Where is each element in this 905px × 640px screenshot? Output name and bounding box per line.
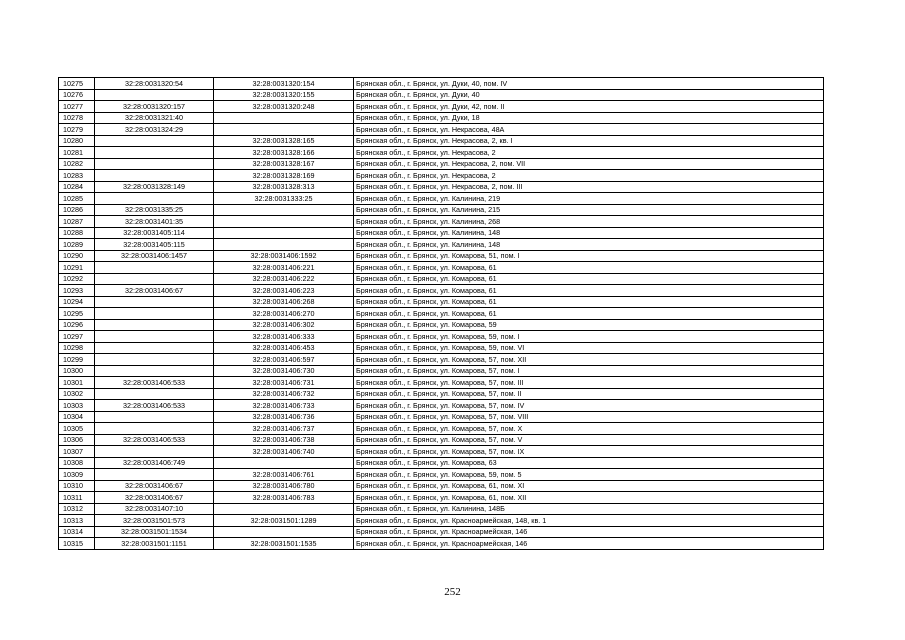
table-row xyxy=(59,434,824,446)
cadastral-number-cell: 32:28:0031406:533 xyxy=(95,400,214,412)
address-cell: Брянская обл., г. Брянск, ул. Комарова, 61, пом. XII xyxy=(354,492,824,504)
table-row xyxy=(59,354,824,366)
object-cadastral-number-cell: 32:28:0031406:738 xyxy=(214,434,354,446)
row-number-cell: 10297 xyxy=(59,331,95,343)
cadastral-number-cell: 32:28:0031324:29 xyxy=(95,124,214,136)
table-row xyxy=(59,216,824,228)
address-cell: Брянская обл., г. Брянск, ул. Комарова, 57, пом. V xyxy=(354,434,824,446)
address-cell: Брянская обл., г. Брянск, ул. Красноармейская, 146 xyxy=(354,538,824,550)
cadastral-number-cell xyxy=(95,423,214,435)
address-cell: Брянская обл., г. Брянск, ул. Калинина, 148Б xyxy=(354,503,824,515)
object-cadastral-number-cell: 32:28:0031320:154 xyxy=(214,78,354,90)
address-cell: Брянская обл., г. Брянск, ул. Дуки, 40 xyxy=(354,89,824,101)
row-number-cell: 10303 xyxy=(59,400,95,412)
address-cell: Брянская обл., г. Брянск, ул. Комарова, 57, пом. X xyxy=(354,423,824,435)
table-row xyxy=(59,331,824,343)
cadastral-number-cell xyxy=(95,89,214,101)
row-number-cell: 10292 xyxy=(59,273,95,285)
row-number-cell: 10280 xyxy=(59,135,95,147)
row-number-cell: 10288 xyxy=(59,227,95,239)
row-number-cell: 10295 xyxy=(59,308,95,320)
cadastral-number-cell: 32:28:0031406:749 xyxy=(95,457,214,469)
object-cadastral-number-cell xyxy=(214,239,354,251)
address-cell: Брянская обл., г. Брянск, ул. Комарова, 59, пом. 5 xyxy=(354,469,824,481)
object-cadastral-number-cell xyxy=(214,227,354,239)
table-row xyxy=(59,135,824,147)
address-cell: Брянская обл., г. Брянск, ул. Комарова, 57, пом. XII xyxy=(354,354,824,366)
table-row xyxy=(59,285,824,297)
address-cell: Брянская обл., г. Брянск, ул. Дуки, 18 xyxy=(354,112,824,124)
row-number-cell: 10281 xyxy=(59,147,95,159)
address-cell: Брянская обл., г. Брянск, ул. Комарова, 57, пом. IV xyxy=(354,400,824,412)
address-cell: Брянская обл., г. Брянск, ул. Некрасова, 2, пом. VII xyxy=(354,158,824,170)
row-number-cell: 10284 xyxy=(59,181,95,193)
cadastral-number-cell: 32:28:0031406:533 xyxy=(95,377,214,389)
table-row xyxy=(59,457,824,469)
cadastral-number-cell xyxy=(95,135,214,147)
table-row xyxy=(59,342,824,354)
table-row xyxy=(59,526,824,538)
cadastral-number-cell: 32:28:0031321:40 xyxy=(95,112,214,124)
table-row xyxy=(59,365,824,377)
object-cadastral-number-cell: 32:28:0031406:223 xyxy=(214,285,354,297)
table-row xyxy=(59,308,824,320)
address-cell: Брянская обл., г. Брянск, ул. Дуки, 42, пом. II xyxy=(354,101,824,113)
object-cadastral-number-cell: 32:28:0031328:166 xyxy=(214,147,354,159)
object-cadastral-number-cell: 32:28:0031320:155 xyxy=(214,89,354,101)
object-cadastral-number-cell: 32:28:0031406:597 xyxy=(214,354,354,366)
row-number-cell: 10283 xyxy=(59,170,95,182)
cadastral-number-cell xyxy=(95,193,214,205)
address-cell: Брянская обл., г. Брянск, ул. Калинина, 219 xyxy=(354,193,824,205)
row-number-cell: 10308 xyxy=(59,457,95,469)
cadastral-number-cell: 32:28:0031406:67 xyxy=(95,492,214,504)
table-row xyxy=(59,250,824,262)
object-cadastral-number-cell: 32:28:0031501:1535 xyxy=(214,538,354,550)
cadastral-number-cell xyxy=(95,469,214,481)
table-row xyxy=(59,158,824,170)
address-cell: Брянская обл., г. Брянск, ул. Комарова, 57, пом. II xyxy=(354,388,824,400)
address-cell: Брянская обл., г. Брянск, ул. Некрасова, 2, пом. III xyxy=(354,181,824,193)
table-row xyxy=(59,411,824,423)
page-number: 252 xyxy=(444,586,461,598)
table-row xyxy=(59,112,824,124)
address-cell: Брянская обл., г. Брянск, ул. Комарова, 59, пом. VI xyxy=(354,342,824,354)
row-number-cell: 10309 xyxy=(59,469,95,481)
cadastral-number-cell xyxy=(95,158,214,170)
row-number-cell: 10311 xyxy=(59,492,95,504)
object-cadastral-number-cell: 32:28:0031406:333 xyxy=(214,331,354,343)
table-row xyxy=(59,296,824,308)
address-cell: Брянская обл., г. Брянск, ул. Некрасова, 48А xyxy=(354,124,824,136)
address-cell: Брянская обл., г. Брянск, ул. Дуки, 40, пом. IV xyxy=(354,78,824,90)
object-cadastral-number-cell: 32:28:0031333:25 xyxy=(214,193,354,205)
row-number-cell: 10275 xyxy=(59,78,95,90)
cadastral-number-cell: 32:28:0031335:25 xyxy=(95,204,214,216)
cadastral-number-cell: 32:28:0031405:114 xyxy=(95,227,214,239)
row-number-cell: 10286 xyxy=(59,204,95,216)
table-row xyxy=(59,319,824,331)
address-cell: Брянская обл., г. Брянск, ул. Комарова, 59 xyxy=(354,319,824,331)
cadastral-number-cell xyxy=(95,319,214,331)
table-row xyxy=(59,273,824,285)
address-cell: Брянская обл., г. Брянск, ул. Комарова, 61, пом. XI xyxy=(354,480,824,492)
cadastral-number-cell xyxy=(95,365,214,377)
row-number-cell: 10315 xyxy=(59,538,95,550)
object-cadastral-number-cell: 32:28:0031406:780 xyxy=(214,480,354,492)
address-cell: Брянская обл., г. Брянск, ул. Калинина, 215 xyxy=(354,204,824,216)
object-cadastral-number-cell: 32:28:0031501:1289 xyxy=(214,515,354,527)
table-row xyxy=(59,193,824,205)
table-row xyxy=(59,78,824,90)
object-cadastral-number-cell: 32:28:0031406:1592 xyxy=(214,250,354,262)
table-row xyxy=(59,377,824,389)
object-cadastral-number-cell xyxy=(214,457,354,469)
object-cadastral-number-cell xyxy=(214,216,354,228)
row-number-cell: 10304 xyxy=(59,411,95,423)
row-number-cell: 10276 xyxy=(59,89,95,101)
address-cell: Брянская обл., г. Брянск, ул. Комарова, 61 xyxy=(354,308,824,320)
cadastral-number-cell xyxy=(95,296,214,308)
address-cell: Брянская обл., г. Брянск, ул. Комарова, 61 xyxy=(354,285,824,297)
address-cell: Брянская обл., г. Брянск, ул. Некрасова, 2 xyxy=(354,170,824,182)
cadastral-number-cell xyxy=(95,388,214,400)
row-number-cell: 10313 xyxy=(59,515,95,527)
table-row xyxy=(59,204,824,216)
table-row xyxy=(59,469,824,481)
object-cadastral-number-cell: 32:28:0031406:453 xyxy=(214,342,354,354)
row-number-cell: 10278 xyxy=(59,112,95,124)
register-table xyxy=(58,77,824,550)
address-cell: Брянская обл., г. Брянск, ул. Калинина, 148 xyxy=(354,227,824,239)
row-number-cell: 10296 xyxy=(59,319,95,331)
row-number-cell: 10306 xyxy=(59,434,95,446)
row-number-cell: 10291 xyxy=(59,262,95,274)
cadastral-number-cell xyxy=(95,354,214,366)
cadastral-number-cell: 32:28:0031501:1534 xyxy=(95,526,214,538)
table-row xyxy=(59,239,824,251)
object-cadastral-number-cell: 32:28:0031406:302 xyxy=(214,319,354,331)
address-cell: Брянская обл., г. Брянск, ул. Комарова, 57, пом. III xyxy=(354,377,824,389)
table-row xyxy=(59,227,824,239)
table-row xyxy=(59,170,824,182)
object-cadastral-number-cell xyxy=(214,112,354,124)
table-row xyxy=(59,89,824,101)
address-cell: Брянская обл., г. Брянск, ул. Некрасова, 2 xyxy=(354,147,824,159)
object-cadastral-number-cell: 32:28:0031328:165 xyxy=(214,135,354,147)
object-cadastral-number-cell: 32:28:0031406:268 xyxy=(214,296,354,308)
row-number-cell: 10299 xyxy=(59,354,95,366)
object-cadastral-number-cell: 32:28:0031328:313 xyxy=(214,181,354,193)
row-number-cell: 10302 xyxy=(59,388,95,400)
row-number-cell: 10293 xyxy=(59,285,95,297)
cadastral-number-cell xyxy=(95,170,214,182)
cadastral-number-cell xyxy=(95,446,214,458)
address-cell: Брянская обл., г. Брянск, ул. Комарова, 61 xyxy=(354,262,824,274)
cadastral-number-cell xyxy=(95,262,214,274)
address-cell: Брянская обл., г. Брянск, ул. Комарова, 57, пом. VIII xyxy=(354,411,824,423)
address-cell: Брянская обл., г. Брянск, ул. Некрасова, 2, кв. I xyxy=(354,135,824,147)
table-row xyxy=(59,480,824,492)
cadastral-number-cell xyxy=(95,411,214,423)
cadastral-number-cell: 32:28:0031406:533 xyxy=(95,434,214,446)
table-row xyxy=(59,262,824,274)
object-cadastral-number-cell: 32:28:0031406:737 xyxy=(214,423,354,435)
row-number-cell: 10279 xyxy=(59,124,95,136)
cadastral-number-cell: 32:28:0031320:54 xyxy=(95,78,214,90)
cadastral-number-cell: 32:28:0031407:10 xyxy=(95,503,214,515)
object-cadastral-number-cell: 32:28:0031406:270 xyxy=(214,308,354,320)
object-cadastral-number-cell: 32:28:0031328:167 xyxy=(214,158,354,170)
row-number-cell: 10277 xyxy=(59,101,95,113)
table-row xyxy=(59,181,824,193)
table-row xyxy=(59,101,824,113)
object-cadastral-number-cell xyxy=(214,204,354,216)
address-cell: Брянская обл., г. Брянск, ул. Комарова, 57, пом. IX xyxy=(354,446,824,458)
cadastral-number-cell xyxy=(95,147,214,159)
row-number-cell: 10301 xyxy=(59,377,95,389)
cadastral-number-cell: 32:28:0031406:67 xyxy=(95,285,214,297)
cadastral-number-cell: 32:28:0031406:1457 xyxy=(95,250,214,262)
table-row xyxy=(59,446,824,458)
table-row xyxy=(59,147,824,159)
table-row xyxy=(59,515,824,527)
address-cell: Брянская обл., г. Брянск, ул. Комарова, 57, пом. I xyxy=(354,365,824,377)
cadastral-number-cell: 32:28:0031401:35 xyxy=(95,216,214,228)
cadastral-number-cell: 32:28:0031328:149 xyxy=(95,181,214,193)
object-cadastral-number-cell: 32:28:0031406:731 xyxy=(214,377,354,389)
row-number-cell: 10290 xyxy=(59,250,95,262)
register-table-body xyxy=(59,78,824,550)
table-row xyxy=(59,124,824,136)
address-cell: Брянская обл., г. Брянск, ул. Калинина, 148 xyxy=(354,239,824,251)
object-cadastral-number-cell xyxy=(214,503,354,515)
address-cell: Брянская обл., г. Брянск, ул. Красноармейская, 148, кв. 1 xyxy=(354,515,824,527)
row-number-cell: 10287 xyxy=(59,216,95,228)
object-cadastral-number-cell: 32:28:0031406:730 xyxy=(214,365,354,377)
row-number-cell: 10285 xyxy=(59,193,95,205)
address-cell: Брянская обл., г. Брянск, ул. Комарова, 63 xyxy=(354,457,824,469)
table-row xyxy=(59,400,824,412)
address-cell: Брянская обл., г. Брянск, ул. Комарова, 51, пом. I xyxy=(354,250,824,262)
cadastral-number-cell: 32:28:0031501:1151 xyxy=(95,538,214,550)
address-cell: Брянская обл., г. Брянск, ул. Комарова, 59, пом. I xyxy=(354,331,824,343)
cadastral-number-cell: 32:28:0031501:573 xyxy=(95,515,214,527)
row-number-cell: 10298 xyxy=(59,342,95,354)
table-row xyxy=(59,492,824,504)
object-cadastral-number-cell: 32:28:0031320:248 xyxy=(214,101,354,113)
object-cadastral-number-cell: 32:28:0031406:732 xyxy=(214,388,354,400)
address-cell: Брянская обл., г. Брянск, ул. Комарова, 61 xyxy=(354,273,824,285)
row-number-cell: 10314 xyxy=(59,526,95,538)
object-cadastral-number-cell: 32:28:0031328:169 xyxy=(214,170,354,182)
row-number-cell: 10305 xyxy=(59,423,95,435)
object-cadastral-number-cell: 32:28:0031406:761 xyxy=(214,469,354,481)
object-cadastral-number-cell: 32:28:0031406:221 xyxy=(214,262,354,274)
row-number-cell: 10312 xyxy=(59,503,95,515)
cadastral-number-cell: 32:28:0031320:157 xyxy=(95,101,214,113)
object-cadastral-number-cell: 32:28:0031406:736 xyxy=(214,411,354,423)
row-number-cell: 10300 xyxy=(59,365,95,377)
object-cadastral-number-cell: 32:28:0031406:783 xyxy=(214,492,354,504)
row-number-cell: 10307 xyxy=(59,446,95,458)
row-number-cell: 10289 xyxy=(59,239,95,251)
cadastral-number-cell xyxy=(95,308,214,320)
table-row xyxy=(59,538,824,550)
cadastral-number-cell xyxy=(95,331,214,343)
table-row xyxy=(59,423,824,435)
table-row xyxy=(59,503,824,515)
cadastral-number-cell xyxy=(95,342,214,354)
cadastral-number-cell: 32:28:0031406:67 xyxy=(95,480,214,492)
cadastral-number-cell: 32:28:0031405:115 xyxy=(95,239,214,251)
address-cell: Брянская обл., г. Брянск, ул. Калинина, 268 xyxy=(354,216,824,228)
object-cadastral-number-cell xyxy=(214,526,354,538)
table-row xyxy=(59,388,824,400)
cadastral-number-cell xyxy=(95,273,214,285)
address-cell: Брянская обл., г. Брянск, ул. Комарова, 61 xyxy=(354,296,824,308)
object-cadastral-number-cell: 32:28:0031406:733 xyxy=(214,400,354,412)
object-cadastral-number-cell xyxy=(214,124,354,136)
row-number-cell: 10282 xyxy=(59,158,95,170)
row-number-cell: 10310 xyxy=(59,480,95,492)
object-cadastral-number-cell: 32:28:0031406:740 xyxy=(214,446,354,458)
object-cadastral-number-cell: 32:28:0031406:222 xyxy=(214,273,354,285)
address-cell: Брянская обл., г. Брянск, ул. Красноармейская, 146 xyxy=(354,526,824,538)
row-number-cell: 10294 xyxy=(59,296,95,308)
